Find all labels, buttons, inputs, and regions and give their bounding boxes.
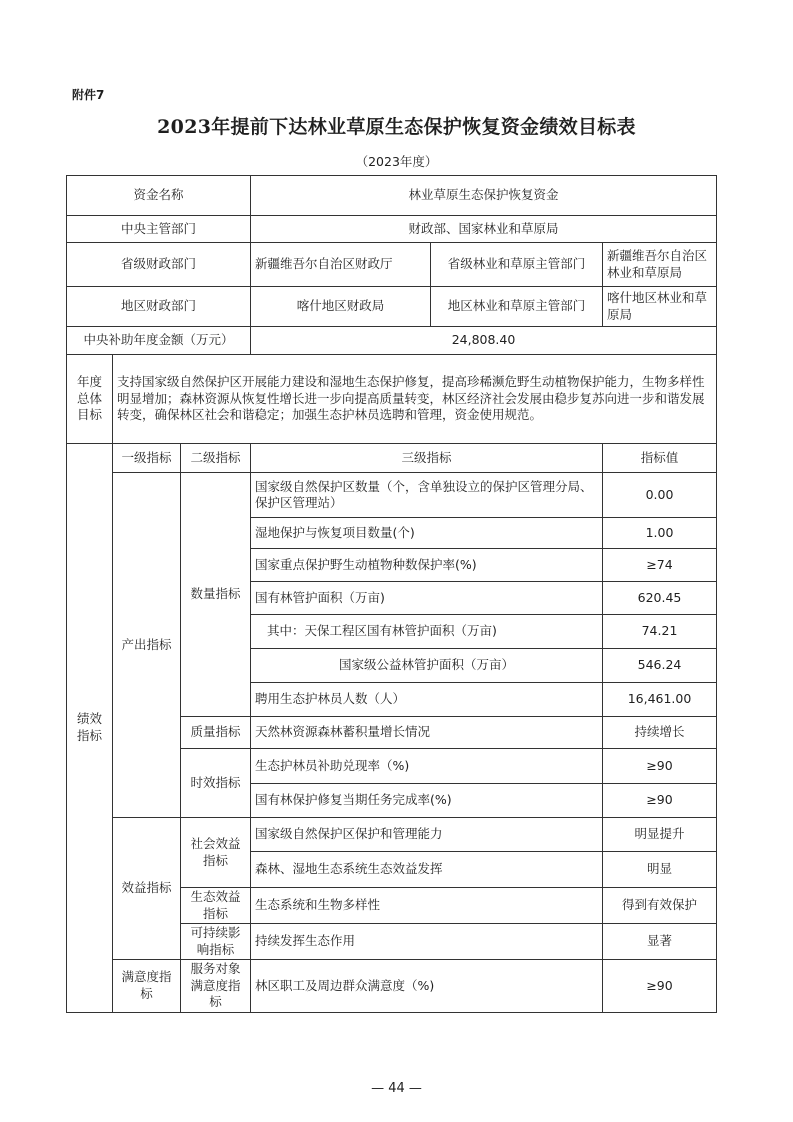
- indicator-name: 国家级自然保护区数量（个，含单独设立的保护区管理分局、保护区管理站）: [251, 473, 603, 518]
- indicator-value: 明显: [603, 852, 717, 888]
- prov-forest-value: 新疆维吾尔自治区林业和草原局: [603, 243, 717, 287]
- table-row: [67, 473, 717, 518]
- annual-goal-text: 支持国家级自然保护区开展能力建设和湿地生态保护修复，提高珍稀濒危野生动植物保护能力，生物多样性明显增加；森林资源从恢复性增长进一步向提高质量转变，林区经济社会发展由稳步复苏向进一步和谐发展转变，确保林区社会和谐稳定；加强生态护林员选聘和管理，资金使用规范。: [113, 355, 717, 444]
- value-header: 指标值: [603, 444, 717, 473]
- indicator-value: ≥90: [603, 749, 717, 784]
- indicator-value: ≥90: [603, 784, 717, 818]
- indicator-name: 林区职工及周边群众满意度（%): [251, 960, 603, 1013]
- indicator-name: 生态系统和生物多样性: [251, 888, 603, 924]
- social-benefit-label: 社会效益指标: [181, 818, 251, 888]
- prov-finance-row: [67, 243, 717, 287]
- indicator-value: 74.21: [603, 615, 717, 649]
- indicator-value: 620.45: [603, 582, 717, 615]
- attachment-label: 附件7: [72, 88, 105, 102]
- benefit-indicator-label: 效益指标: [113, 818, 181, 960]
- local-finance-value: 喀什地区财政局: [251, 287, 431, 327]
- local-forest-label: 地区林业和草原主管部门: [431, 287, 603, 327]
- quantity-indicator-label: 数量指标: [181, 473, 251, 717]
- performance-indicator-text: 绩效指标: [76, 711, 102, 743]
- indicator-value: ≥74: [603, 549, 717, 582]
- indicator-value: 0.00: [603, 473, 717, 518]
- indicator-name: 持续发挥生态作用: [251, 924, 603, 960]
- indicator-value: 得到有效保护: [603, 888, 717, 924]
- indicator-name: 森林、湿地生态系统生态效益发挥: [251, 852, 603, 888]
- indicator-name: 国有林保护修复当期任务完成率(%): [251, 784, 603, 818]
- prov-finance-label: 省级财政部门: [67, 243, 251, 287]
- indicator-value: 显著: [603, 924, 717, 960]
- prov-forest-label: 省级林业和草原主管部门: [431, 243, 603, 287]
- indicator-name: 湿地保护与恢复项目数量(个): [251, 518, 603, 549]
- indicator-name: 其中：天保工程区国有林管护面积（万亩): [251, 615, 603, 649]
- page-number: — 44 —: [371, 1081, 422, 1096]
- level2-header: 二级指标: [181, 444, 251, 473]
- table-row: [67, 960, 717, 1013]
- indicator-name: 国家级自然保护区保护和管理能力: [251, 818, 603, 852]
- amount-value: 24,808.40: [251, 327, 717, 355]
- indicator-name: 国家级公益林管护面积（万亩）: [251, 649, 603, 683]
- central-dept-value: 财政部、国家林业和草原局: [251, 216, 717, 243]
- indicator-name: 国有林管护面积（万亩): [251, 582, 603, 615]
- level3-header: 三级指标: [251, 444, 603, 473]
- amount-row: [67, 327, 717, 355]
- indicator-name: 国家重点保护野生动植物种数保护率(%): [251, 549, 603, 582]
- quality-indicator-label: 质量指标: [181, 717, 251, 749]
- indicator-value: 明显提升: [603, 818, 717, 852]
- indicator-value: 16,461.00: [603, 683, 717, 717]
- annual-goal-label: 年度总体目标: [67, 355, 113, 444]
- output-indicator-label: 产出指标: [113, 473, 181, 818]
- central-dept-label: 中央主管部门: [67, 216, 251, 243]
- prov-finance-value: 新疆维吾尔自治区财政厅: [251, 243, 431, 287]
- table-row: [67, 818, 717, 852]
- indicator-value: 持续增长: [603, 717, 717, 749]
- indicator-value: 546.24: [603, 649, 717, 683]
- indicator-value: ≥90: [603, 960, 717, 1013]
- local-forest-value: 喀什地区林业和草原局: [603, 287, 717, 327]
- annual-goal-row: [67, 355, 717, 444]
- eco-benefit-label: 生态效益指标: [181, 888, 251, 924]
- page-title: 2023年提前下达林业草原生态保护恢复资金绩效目标表: [157, 116, 636, 138]
- performance-table: [66, 175, 717, 1013]
- satisfaction-indicator-label: 满意度指标: [113, 960, 181, 1013]
- timeliness-indicator-label: 时效指标: [181, 749, 251, 818]
- indicator-name: 天然林资源森林蓄积量增长情况: [251, 717, 603, 749]
- indicator-value: 1.00: [603, 518, 717, 549]
- indicator-header-row: [67, 444, 717, 473]
- indicator-name: 生态护林员补助兑现率（%): [251, 749, 603, 784]
- fund-name-row: [67, 176, 717, 216]
- central-dept-row: [67, 216, 717, 243]
- amount-label: 中央补助年度金额（万元）: [67, 327, 251, 355]
- performance-indicator-label: [67, 444, 113, 1013]
- fund-name-value: 林业草原生态保护恢复资金: [251, 176, 717, 216]
- indicator-name: 聘用生态护林员人数（人）: [251, 683, 603, 717]
- local-finance-row: [67, 287, 717, 327]
- level1-header: 一级指标: [113, 444, 181, 473]
- sustain-impact-label: 可持续影响指标: [181, 924, 251, 960]
- year-label: （2023年度）: [355, 154, 438, 169]
- fund-name-label: 资金名称: [67, 176, 251, 216]
- service-satisfaction-label: 服务对象满意度指标: [181, 960, 251, 1013]
- local-finance-label: 地区财政部门: [67, 287, 251, 327]
